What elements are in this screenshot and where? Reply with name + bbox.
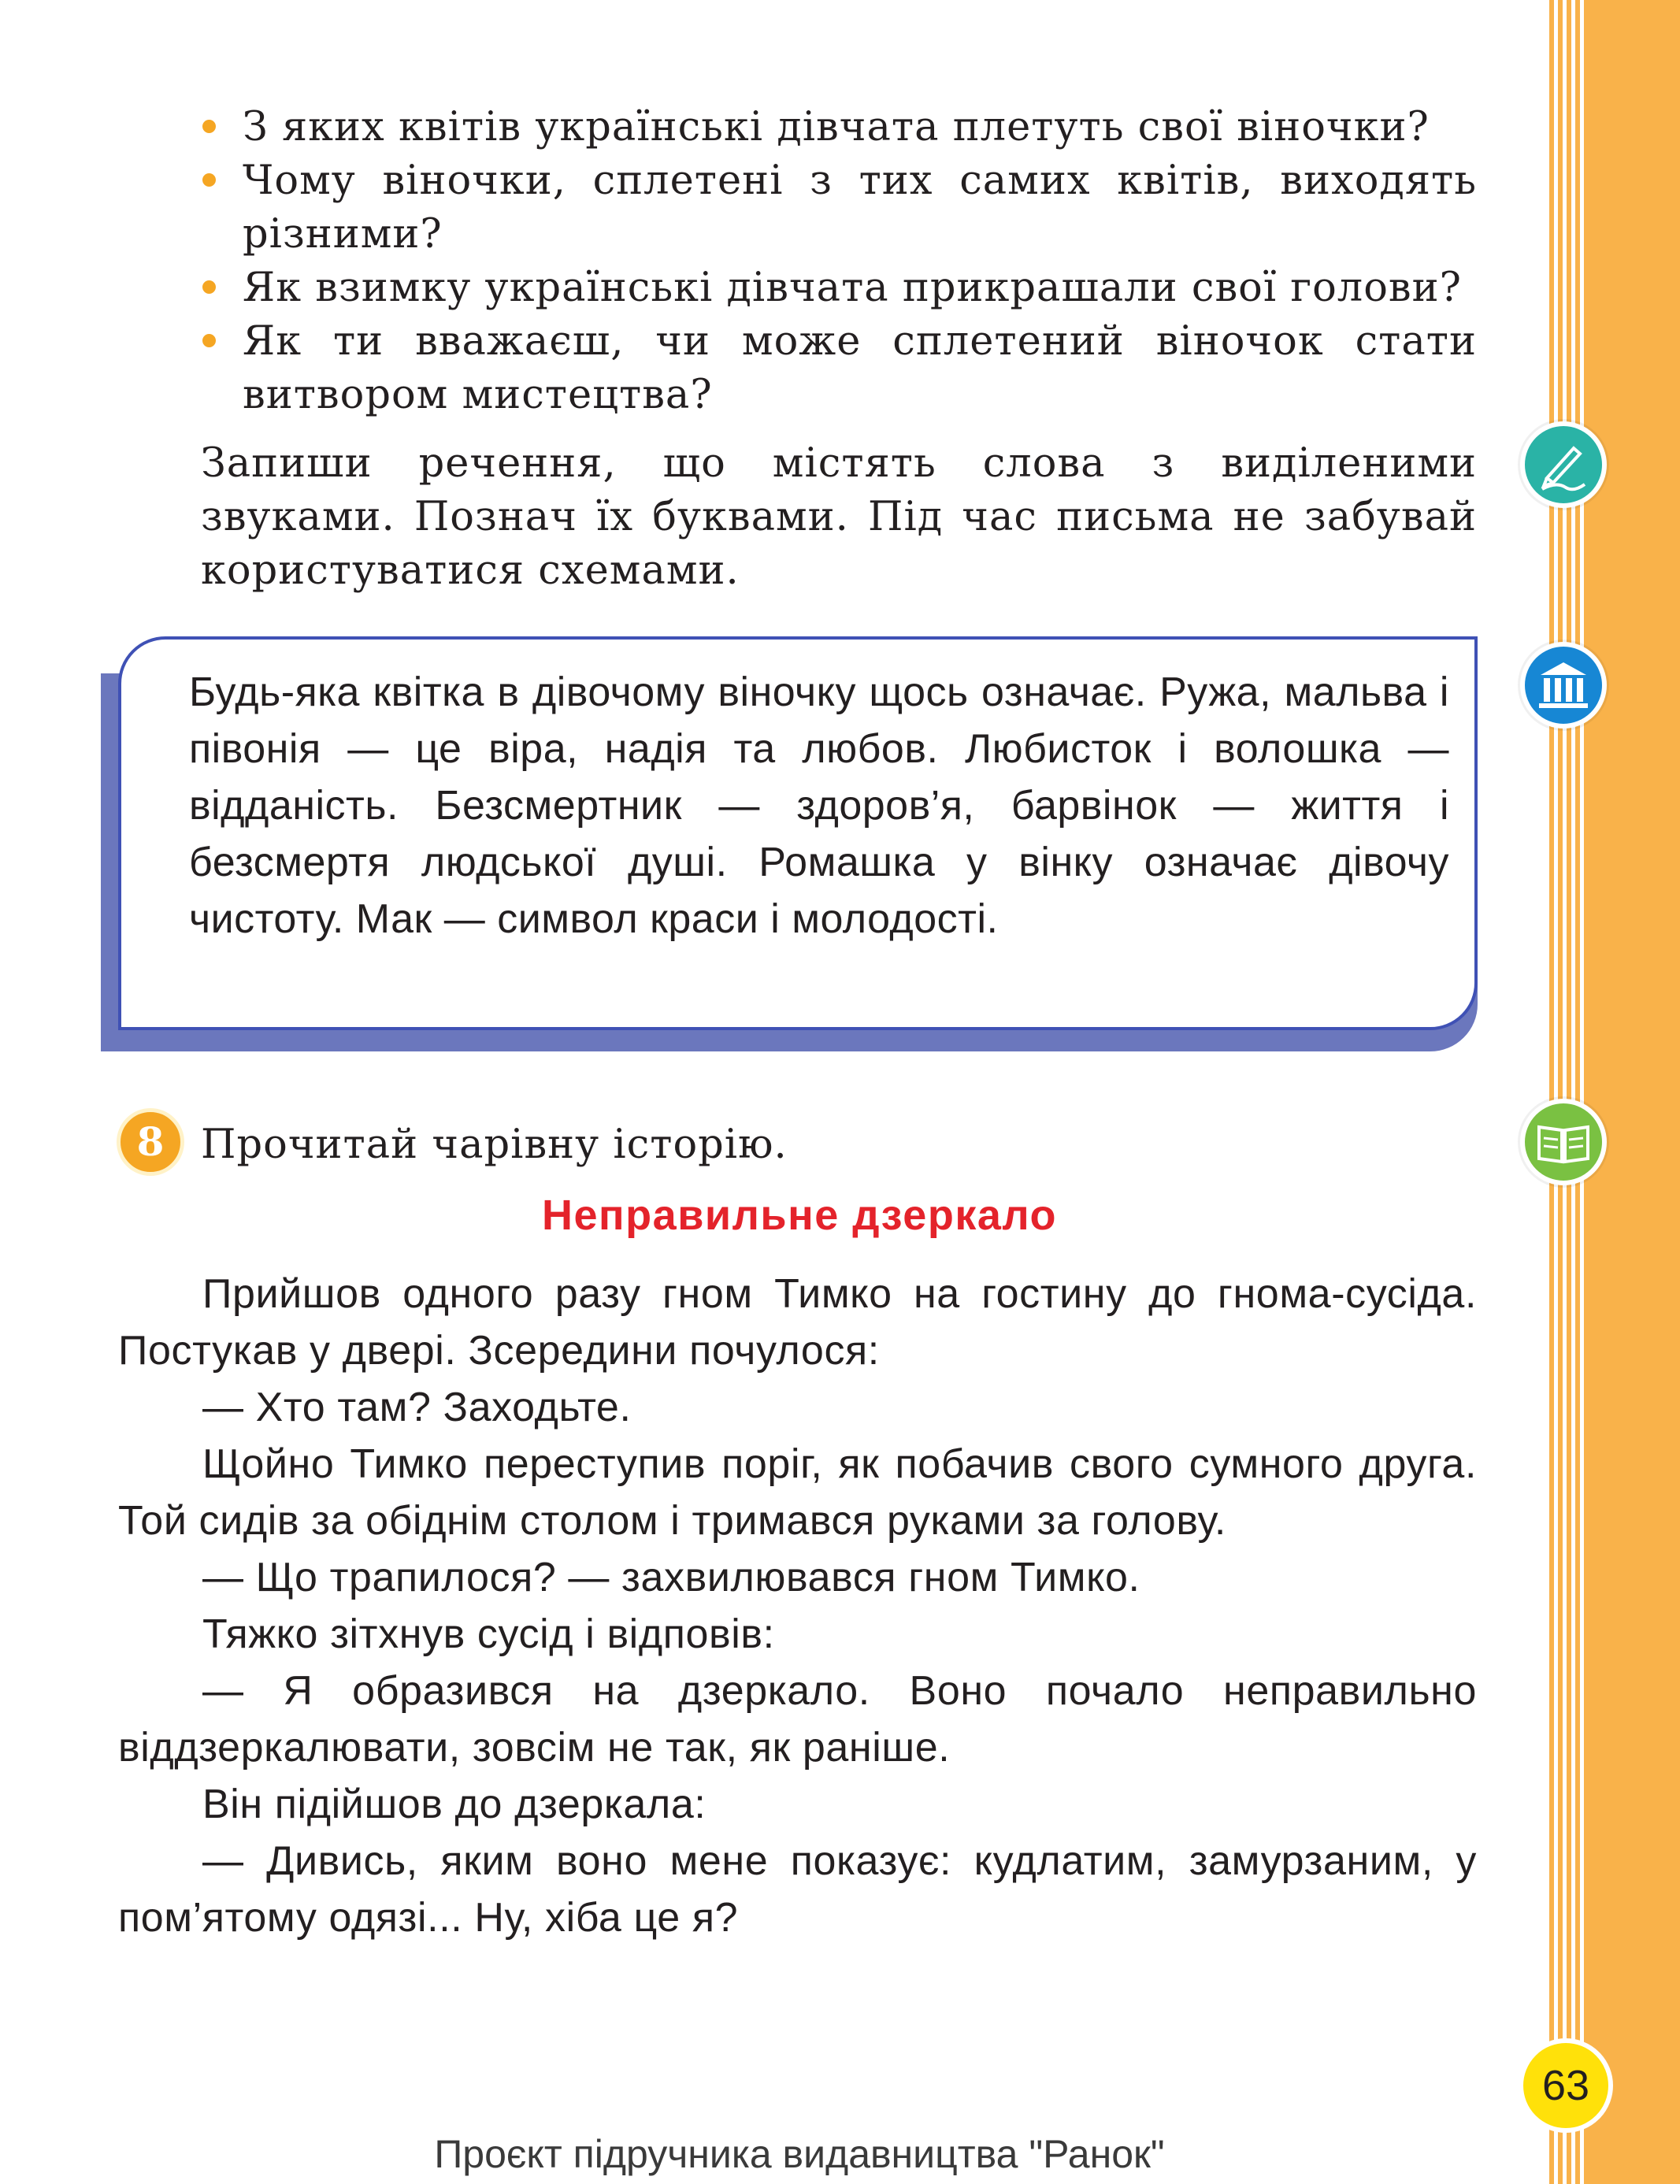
bullet-icon — [202, 280, 216, 294]
story-title: Неправильне дзеркало — [542, 1192, 1057, 1239]
info-box-text: Будь-яка квітка в дівочому віночку щось означає. Ружа, мальва і півонія — це віра, надія та любов. Любисток і волошка — відданість. Безсмертник — здоров’я, барвінок — життя і безсмертя людської душі. Ромашка у вінку означає дівочу чистоту. Мак — символ краси і молодості. — [189, 669, 1449, 942]
story-paragraph: — Що трапилося? — захвилювався гном Тимко. — [202, 1555, 1140, 1600]
story-paragraph: Він підійшов до дзеркала: — [202, 1782, 706, 1827]
task-instruction: Прочитай чарівну історію. — [201, 1122, 788, 1168]
question-item: З яких квітів українські дівчата плетуть свої віночки? — [201, 101, 1477, 154]
story-paragraph: Щойно Тимко переступив поріг, як побачив свого сумного друга. Той сидів за обіднім столом і тримався руками за голову. — [118, 1441, 1477, 1544]
museum-icon — [1520, 642, 1607, 729]
story-paragraph: — Хто там? Заходьте. — [202, 1385, 632, 1430]
question-item: Чому віночки, сплетені з тих самих квітів, виходять різними? — [201, 154, 1477, 261]
story-paragraph: — Дивись, яким воно мене показує: кудлатим, замурзаним, у пом’ятому одязі... Ну, хіба це я? — [118, 1838, 1477, 1941]
side-margin-lines — [1545, 0, 1585, 2184]
question-item: Як ти вважаєш, чи може сплетений віночок стати витвором мистецтва? — [201, 315, 1477, 422]
story-paragraph: Прийшов одного разу гном Тимко на гостину до гнома-сусіда. Постукав у двері. Зсередини почулося: — [118, 1271, 1477, 1374]
bullet-icon — [202, 334, 216, 347]
story-text — [118, 1266, 1477, 1946]
question-item: Як взимку українські дівчата прикрашали свої голови? — [201, 261, 1477, 315]
bullet-icon — [202, 120, 216, 133]
page-number: 63 — [1519, 2038, 1613, 2133]
bullet-icon — [202, 173, 216, 187]
writing-task: Запиши речення, що містять слова з виділеними звуками. Познач їх буквами. Під час письма не забувай користуватися схемами. — [201, 440, 1477, 594]
footer-text: Проєкт підручника видавництва "Ранок" — [434, 2132, 1165, 2176]
story-paragraph: — Я образився на дзеркало. Воно почало неправильно віддзеркалювати, зовсім не так, як раніше. — [118, 1668, 1477, 1771]
story-paragraph: Тяжко зітхнув сусід і відповів: — [202, 1611, 775, 1657]
reading-book-icon — [1520, 1099, 1607, 1185]
question-list — [201, 101, 1477, 422]
task-number-badge: 8 — [117, 1108, 184, 1176]
writing-icon — [1520, 421, 1607, 508]
